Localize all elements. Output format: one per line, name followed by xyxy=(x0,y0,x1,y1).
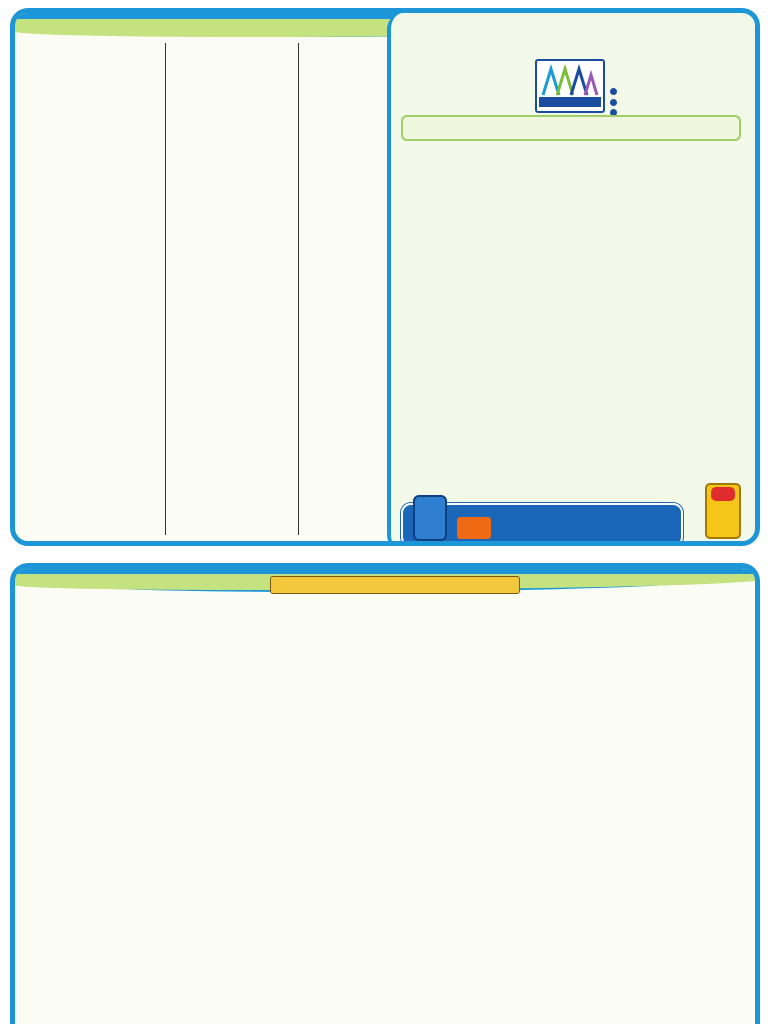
social-links xyxy=(610,87,760,119)
logo-mountains-icon xyxy=(537,61,603,111)
pencil-banner xyxy=(270,576,520,594)
instagram-icon xyxy=(610,88,617,95)
list-title xyxy=(401,115,741,141)
facebook-link[interactable] xyxy=(610,98,760,109)
mirbet-logo xyxy=(535,59,605,113)
facebook-icon xyxy=(610,99,617,106)
mascot-book-icon xyxy=(413,495,447,541)
pencil-eraser-icon xyxy=(711,487,735,501)
catalog-back-sheet xyxy=(10,563,760,1024)
bcp-logo xyxy=(457,517,491,539)
divider xyxy=(165,43,166,535)
catalog-front-sheet xyxy=(10,8,760,546)
instagram-link[interactable] xyxy=(610,87,760,98)
divider xyxy=(298,43,299,535)
